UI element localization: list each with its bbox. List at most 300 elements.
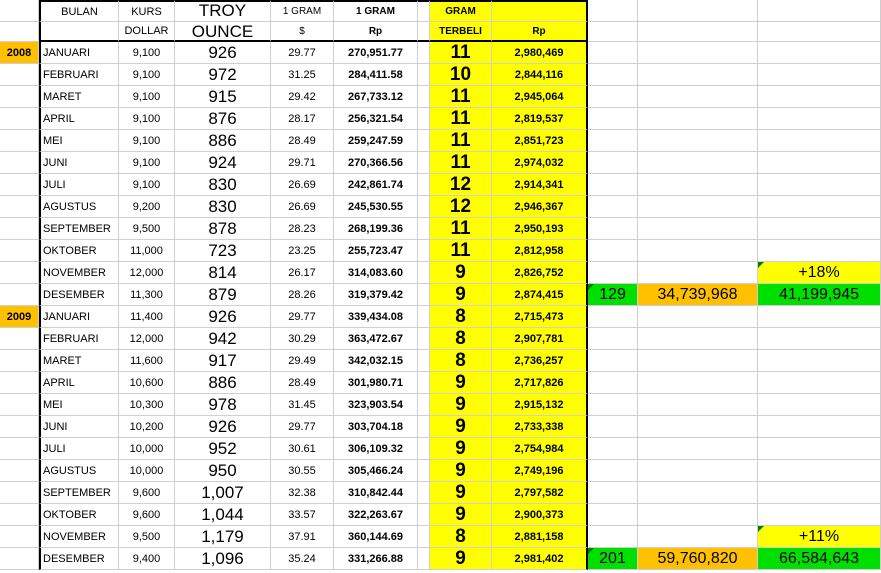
- total-value-cell[interactable]: [758, 394, 881, 416]
- gram-terbeli-cell[interactable]: [430, 86, 492, 108]
- year-cell[interactable]: [0, 394, 39, 416]
- total-rp-cell[interactable]: [638, 548, 758, 570]
- troy-ounce-cell[interactable]: [175, 438, 271, 460]
- rp-cell[interactable]: [492, 438, 588, 460]
- troy-ounce-cell[interactable]: [175, 64, 271, 86]
- total-value-cell[interactable]: [758, 328, 881, 350]
- total-value-cell[interactable]: [758, 108, 881, 130]
- total-value-cell[interactable]: [758, 306, 881, 328]
- gram-rp-cell[interactable]: [334, 438, 418, 460]
- spacer-cell[interactable]: [418, 460, 430, 482]
- total-gram-cell[interactable]: [588, 394, 638, 416]
- year-cell[interactable]: [0, 218, 39, 240]
- gram-usd-cell[interactable]: [271, 240, 334, 262]
- total-value-cell[interactable]: [758, 152, 881, 174]
- header-bulan[interactable]: BULAN: [39, 0, 119, 22]
- bulan-cell[interactable]: [39, 196, 119, 218]
- bulan-cell[interactable]: [39, 328, 119, 350]
- rp-cell[interactable]: [492, 130, 588, 152]
- rp-cell[interactable]: [492, 240, 588, 262]
- troy-ounce-cell[interactable]: [175, 240, 271, 262]
- spacer-cell[interactable]: [418, 504, 430, 526]
- total-gram-cell[interactable]: [588, 174, 638, 196]
- total-rp-cell[interactable]: [638, 86, 758, 108]
- gram-usd-cell[interactable]: [271, 218, 334, 240]
- spacer-cell[interactable]: [418, 306, 430, 328]
- total-rp-cell[interactable]: [638, 130, 758, 152]
- troy-ounce-cell[interactable]: [175, 394, 271, 416]
- bulan-cell[interactable]: [39, 394, 119, 416]
- year-cell[interactable]: [0, 438, 39, 460]
- total-rp-cell[interactable]: [638, 284, 758, 306]
- total-gram-cell[interactable]: [588, 196, 638, 218]
- year-cell[interactable]: [0, 42, 39, 64]
- empty-cell[interactable]: [758, 22, 881, 42]
- gram-usd-cell[interactable]: [271, 284, 334, 306]
- total-rp-cell[interactable]: [638, 152, 758, 174]
- total-gram-cell[interactable]: [588, 526, 638, 548]
- bulan-cell[interactable]: [39, 526, 119, 548]
- gram-terbeli-cell[interactable]: [430, 262, 492, 284]
- total-rp-cell[interactable]: [638, 262, 758, 284]
- total-gram-cell[interactable]: [588, 86, 638, 108]
- spacer-cell[interactable]: [418, 284, 430, 306]
- gram-rp-cell[interactable]: [334, 328, 418, 350]
- year-cell[interactable]: [0, 504, 39, 526]
- total-gram-cell[interactable]: [588, 130, 638, 152]
- gram-rp-cell[interactable]: [334, 86, 418, 108]
- bulan-cell[interactable]: [39, 460, 119, 482]
- total-value-cell[interactable]: [758, 548, 881, 570]
- gram-terbeli-cell[interactable]: [430, 460, 492, 482]
- gram-terbeli-cell[interactable]: [430, 108, 492, 130]
- percent-gain-cell[interactable]: [758, 526, 881, 548]
- troy-ounce-cell[interactable]: [175, 548, 271, 570]
- year-cell[interactable]: [0, 328, 39, 350]
- gram-terbeli-cell[interactable]: [430, 482, 492, 504]
- total-value-cell[interactable]: [758, 372, 881, 394]
- rp-cell[interactable]: [492, 328, 588, 350]
- gram-rp-cell[interactable]: [334, 526, 418, 548]
- gram-rp-cell[interactable]: [334, 218, 418, 240]
- troy-ounce-cell[interactable]: [175, 218, 271, 240]
- header-rp[interactable]: Rp: [492, 22, 588, 42]
- gram-terbeli-cell[interactable]: [430, 548, 492, 570]
- gram-rp-cell[interactable]: [334, 350, 418, 372]
- rp-cell[interactable]: [492, 174, 588, 196]
- rp-cell[interactable]: [492, 86, 588, 108]
- kurs-cell[interactable]: [119, 108, 175, 130]
- bulan-cell[interactable]: [39, 306, 119, 328]
- header-rp-top[interactable]: [492, 0, 588, 22]
- total-gram-cell[interactable]: [588, 548, 638, 570]
- total-value-cell[interactable]: [758, 284, 881, 306]
- gram-terbeli-cell[interactable]: [430, 240, 492, 262]
- total-value-cell[interactable]: [758, 64, 881, 86]
- total-gram-cell[interactable]: [588, 64, 638, 86]
- gram-rp-cell[interactable]: [334, 394, 418, 416]
- gram-terbeli-cell[interactable]: [430, 526, 492, 548]
- bulan-cell[interactable]: [39, 372, 119, 394]
- spacer-cell[interactable]: [418, 438, 430, 460]
- gram-rp-cell[interactable]: [334, 504, 418, 526]
- gram-rp-cell[interactable]: [334, 262, 418, 284]
- rp-cell[interactable]: [492, 152, 588, 174]
- gram-usd-cell[interactable]: [271, 416, 334, 438]
- total-rp-cell[interactable]: [638, 372, 758, 394]
- gram-rp-cell[interactable]: [334, 64, 418, 86]
- gram-terbeli-cell[interactable]: [430, 438, 492, 460]
- bulan-cell[interactable]: [39, 42, 119, 64]
- gram-usd-cell[interactable]: [271, 394, 334, 416]
- year-cell[interactable]: [0, 416, 39, 438]
- spacer-cell[interactable]: [418, 394, 430, 416]
- rp-cell[interactable]: [492, 460, 588, 482]
- year-cell[interactable]: [0, 64, 39, 86]
- kurs-cell[interactable]: [119, 196, 175, 218]
- bulan-cell[interactable]: [39, 284, 119, 306]
- year-cell[interactable]: [0, 372, 39, 394]
- year-cell[interactable]: [0, 262, 39, 284]
- bulan-cell[interactable]: [39, 86, 119, 108]
- total-gram-cell[interactable]: [588, 240, 638, 262]
- kurs-cell[interactable]: [119, 526, 175, 548]
- gram-rp-cell[interactable]: [334, 174, 418, 196]
- total-rp-cell[interactable]: [638, 64, 758, 86]
- spacer-cell[interactable]: [418, 350, 430, 372]
- rp-cell[interactable]: [492, 372, 588, 394]
- gram-usd-cell[interactable]: [271, 350, 334, 372]
- gram-usd-cell[interactable]: [271, 64, 334, 86]
- year-cell[interactable]: [0, 548, 39, 570]
- total-value-cell[interactable]: [758, 86, 881, 108]
- rp-cell[interactable]: [492, 394, 588, 416]
- total-rp-cell[interactable]: [638, 482, 758, 504]
- header-terbeli[interactable]: TERBELI: [430, 22, 492, 42]
- gram-terbeli-cell[interactable]: [430, 284, 492, 306]
- year-cell[interactable]: [0, 482, 39, 504]
- total-rp-cell[interactable]: [638, 504, 758, 526]
- total-gram-cell[interactable]: [588, 152, 638, 174]
- gram-rp-cell[interactable]: [334, 130, 418, 152]
- gram-rp-cell[interactable]: [334, 372, 418, 394]
- troy-ounce-cell[interactable]: [175, 482, 271, 504]
- total-gram-cell[interactable]: [588, 504, 638, 526]
- spacer-cell[interactable]: [418, 262, 430, 284]
- bulan-cell[interactable]: [39, 64, 119, 86]
- gram-usd-cell[interactable]: [271, 372, 334, 394]
- kurs-cell[interactable]: [119, 240, 175, 262]
- kurs-cell[interactable]: [119, 86, 175, 108]
- percent-gain-cell[interactable]: [758, 262, 881, 284]
- troy-ounce-cell[interactable]: [175, 350, 271, 372]
- gram-usd-cell[interactable]: [271, 196, 334, 218]
- total-gram-cell[interactable]: [588, 42, 638, 64]
- rp-cell[interactable]: [492, 42, 588, 64]
- bulan-cell[interactable]: [39, 130, 119, 152]
- gram-rp-cell[interactable]: [334, 42, 418, 64]
- year-cell[interactable]: [0, 240, 39, 262]
- gram-usd-cell[interactable]: [271, 460, 334, 482]
- troy-ounce-cell[interactable]: [175, 504, 271, 526]
- spacer-cell[interactable]: [418, 22, 430, 42]
- total-rp-cell[interactable]: [638, 108, 758, 130]
- empty-cell[interactable]: [0, 0, 39, 22]
- total-value-cell[interactable]: [758, 504, 881, 526]
- spacer-cell[interactable]: [418, 482, 430, 504]
- gram-rp-cell[interactable]: [334, 416, 418, 438]
- total-value-cell[interactable]: [758, 482, 881, 504]
- troy-ounce-cell[interactable]: [175, 284, 271, 306]
- total-gram-cell[interactable]: [588, 372, 638, 394]
- gram-terbeli-cell[interactable]: [430, 416, 492, 438]
- rp-cell[interactable]: [492, 504, 588, 526]
- empty-cell[interactable]: [588, 22, 638, 42]
- header-ounce[interactable]: OUNCE: [175, 22, 271, 42]
- spacer-cell[interactable]: [418, 526, 430, 548]
- kurs-cell[interactable]: [119, 174, 175, 196]
- troy-ounce-cell[interactable]: [175, 86, 271, 108]
- total-gram-cell[interactable]: [588, 460, 638, 482]
- year-cell[interactable]: [0, 86, 39, 108]
- kurs-cell[interactable]: [119, 262, 175, 284]
- spacer-cell[interactable]: [418, 240, 430, 262]
- gram-terbeli-cell[interactable]: [430, 504, 492, 526]
- gram-terbeli-cell[interactable]: [430, 372, 492, 394]
- header-gram-rp[interactable]: 1 GRAM: [334, 0, 418, 22]
- spacer-cell[interactable]: [418, 108, 430, 130]
- gram-rp-cell[interactable]: [334, 152, 418, 174]
- gram-usd-cell[interactable]: [271, 306, 334, 328]
- troy-ounce-cell[interactable]: [175, 416, 271, 438]
- rp-cell[interactable]: [492, 526, 588, 548]
- troy-ounce-cell[interactable]: [175, 174, 271, 196]
- rp-cell[interactable]: [492, 482, 588, 504]
- total-gram-cell[interactable]: [588, 306, 638, 328]
- total-rp-cell[interactable]: [638, 174, 758, 196]
- gram-terbeli-cell[interactable]: [430, 218, 492, 240]
- total-value-cell[interactable]: [758, 42, 881, 64]
- total-value-cell[interactable]: [758, 218, 881, 240]
- total-rp-cell[interactable]: [638, 394, 758, 416]
- troy-ounce-cell[interactable]: [175, 42, 271, 64]
- kurs-cell[interactable]: [119, 482, 175, 504]
- empty-cell[interactable]: [0, 22, 39, 42]
- total-rp-cell[interactable]: [638, 438, 758, 460]
- gram-terbeli-cell[interactable]: [430, 350, 492, 372]
- total-gram-cell[interactable]: [588, 284, 638, 306]
- year-cell[interactable]: [0, 196, 39, 218]
- kurs-cell[interactable]: [119, 152, 175, 174]
- troy-ounce-cell[interactable]: [175, 108, 271, 130]
- spacer-cell[interactable]: [418, 86, 430, 108]
- year-cell[interactable]: [0, 284, 39, 306]
- troy-ounce-cell[interactable]: [175, 328, 271, 350]
- gram-rp-cell[interactable]: [334, 108, 418, 130]
- gram-usd-cell[interactable]: [271, 438, 334, 460]
- gram-usd-cell[interactable]: [271, 526, 334, 548]
- year-cell[interactable]: [0, 306, 39, 328]
- spacer-cell[interactable]: [418, 372, 430, 394]
- total-gram-cell[interactable]: [588, 262, 638, 284]
- total-value-cell[interactable]: [758, 130, 881, 152]
- year-cell[interactable]: [0, 460, 39, 482]
- rp-cell[interactable]: [492, 196, 588, 218]
- empty-cell[interactable]: [758, 0, 881, 22]
- troy-ounce-cell[interactable]: [175, 372, 271, 394]
- gram-usd-cell[interactable]: [271, 328, 334, 350]
- empty-cell[interactable]: [39, 22, 119, 42]
- kurs-cell[interactable]: [119, 372, 175, 394]
- header-gram-usd[interactable]: 1 GRAM: [271, 0, 334, 22]
- kurs-cell[interactable]: [119, 504, 175, 526]
- rp-cell[interactable]: [492, 306, 588, 328]
- gram-usd-cell[interactable]: [271, 42, 334, 64]
- kurs-cell[interactable]: [119, 394, 175, 416]
- gram-rp-cell[interactable]: [334, 548, 418, 570]
- bulan-cell[interactable]: [39, 108, 119, 130]
- rp-cell[interactable]: [492, 548, 588, 570]
- empty-cell[interactable]: [588, 0, 638, 22]
- total-rp-cell[interactable]: [638, 218, 758, 240]
- spacer-cell[interactable]: [418, 42, 430, 64]
- total-rp-cell[interactable]: [638, 196, 758, 218]
- kurs-cell[interactable]: [119, 460, 175, 482]
- gram-rp-cell[interactable]: [334, 460, 418, 482]
- spacer-cell[interactable]: [418, 152, 430, 174]
- gram-rp-cell[interactable]: [334, 306, 418, 328]
- total-gram-cell[interactable]: [588, 218, 638, 240]
- spacer-cell[interactable]: [418, 196, 430, 218]
- bulan-cell[interactable]: [39, 504, 119, 526]
- bulan-cell[interactable]: [39, 240, 119, 262]
- gram-terbeli-cell[interactable]: [430, 196, 492, 218]
- kurs-cell[interactable]: [119, 218, 175, 240]
- total-gram-cell[interactable]: [588, 108, 638, 130]
- year-cell[interactable]: [0, 526, 39, 548]
- rp-cell[interactable]: [492, 416, 588, 438]
- total-value-cell[interactable]: [758, 240, 881, 262]
- total-gram-cell[interactable]: [588, 416, 638, 438]
- kurs-cell[interactable]: [119, 284, 175, 306]
- total-gram-cell[interactable]: [588, 482, 638, 504]
- spacer-cell[interactable]: [418, 0, 430, 22]
- total-rp-cell[interactable]: [638, 526, 758, 548]
- header-rp-per-gram[interactable]: Rp: [334, 22, 418, 42]
- troy-ounce-cell[interactable]: [175, 526, 271, 548]
- header-gram-terbeli[interactable]: GRAM: [430, 0, 492, 22]
- total-rp-cell[interactable]: [638, 460, 758, 482]
- kurs-cell[interactable]: [119, 130, 175, 152]
- gram-terbeli-cell[interactable]: [430, 152, 492, 174]
- gram-rp-cell[interactable]: [334, 240, 418, 262]
- gram-terbeli-cell[interactable]: [430, 306, 492, 328]
- troy-ounce-cell[interactable]: [175, 306, 271, 328]
- gram-terbeli-cell[interactable]: [430, 394, 492, 416]
- rp-cell[interactable]: [492, 350, 588, 372]
- spacer-cell[interactable]: [418, 64, 430, 86]
- header-troy[interactable]: TROY: [175, 0, 271, 22]
- gram-usd-cell[interactable]: [271, 86, 334, 108]
- total-rp-cell[interactable]: [638, 350, 758, 372]
- kurs-cell[interactable]: [119, 438, 175, 460]
- total-value-cell[interactable]: [758, 438, 881, 460]
- gram-usd-cell[interactable]: [271, 262, 334, 284]
- total-rp-cell[interactable]: [638, 306, 758, 328]
- total-rp-cell[interactable]: [638, 416, 758, 438]
- bulan-cell[interactable]: [39, 416, 119, 438]
- bulan-cell[interactable]: [39, 482, 119, 504]
- kurs-cell[interactable]: [119, 416, 175, 438]
- gram-terbeli-cell[interactable]: [430, 42, 492, 64]
- total-value-cell[interactable]: [758, 196, 881, 218]
- bulan-cell[interactable]: [39, 218, 119, 240]
- gram-usd-cell[interactable]: [271, 174, 334, 196]
- total-value-cell[interactable]: [758, 174, 881, 196]
- total-rp-cell[interactable]: [638, 42, 758, 64]
- gram-rp-cell[interactable]: [334, 482, 418, 504]
- rp-cell[interactable]: [492, 262, 588, 284]
- gram-usd-cell[interactable]: [271, 548, 334, 570]
- year-cell[interactable]: [0, 108, 39, 130]
- bulan-cell[interactable]: [39, 438, 119, 460]
- rp-cell[interactable]: [492, 108, 588, 130]
- gram-terbeli-cell[interactable]: [430, 328, 492, 350]
- year-cell[interactable]: [0, 350, 39, 372]
- gram-usd-cell[interactable]: [271, 152, 334, 174]
- kurs-cell[interactable]: [119, 328, 175, 350]
- header-dollar[interactable]: DOLLAR: [119, 22, 175, 42]
- troy-ounce-cell[interactable]: [175, 460, 271, 482]
- header-usd[interactable]: $: [271, 22, 334, 42]
- spacer-cell[interactable]: [418, 328, 430, 350]
- kurs-cell[interactable]: [119, 548, 175, 570]
- year-cell[interactable]: [0, 152, 39, 174]
- kurs-cell[interactable]: [119, 350, 175, 372]
- troy-ounce-cell[interactable]: [175, 152, 271, 174]
- gram-terbeli-cell[interactable]: [430, 64, 492, 86]
- year-cell[interactable]: [0, 130, 39, 152]
- gram-usd-cell[interactable]: [271, 482, 334, 504]
- spacer-cell[interactable]: [418, 218, 430, 240]
- total-rp-cell[interactable]: [638, 328, 758, 350]
- spacer-cell[interactable]: [418, 130, 430, 152]
- gram-rp-cell[interactable]: [334, 196, 418, 218]
- troy-ounce-cell[interactable]: [175, 262, 271, 284]
- gram-rp-cell[interactable]: [334, 284, 418, 306]
- gram-usd-cell[interactable]: [271, 130, 334, 152]
- bulan-cell[interactable]: [39, 262, 119, 284]
- total-gram-cell[interactable]: [588, 438, 638, 460]
- gram-terbeli-cell[interactable]: [430, 130, 492, 152]
- rp-cell[interactable]: [492, 218, 588, 240]
- bulan-cell[interactable]: [39, 350, 119, 372]
- total-value-cell[interactable]: [758, 460, 881, 482]
- kurs-cell[interactable]: [119, 306, 175, 328]
- kurs-cell[interactable]: [119, 64, 175, 86]
- gram-terbeli-cell[interactable]: [430, 174, 492, 196]
- total-value-cell[interactable]: [758, 416, 881, 438]
- spacer-cell[interactable]: [418, 174, 430, 196]
- header-kurs[interactable]: KURS: [119, 0, 175, 22]
- rp-cell[interactable]: [492, 64, 588, 86]
- bulan-cell[interactable]: [39, 548, 119, 570]
- year-cell[interactable]: [0, 174, 39, 196]
- kurs-cell[interactable]: [119, 42, 175, 64]
- empty-cell[interactable]: [638, 22, 758, 42]
- spacer-cell[interactable]: [418, 416, 430, 438]
- total-rp-cell[interactable]: [638, 240, 758, 262]
